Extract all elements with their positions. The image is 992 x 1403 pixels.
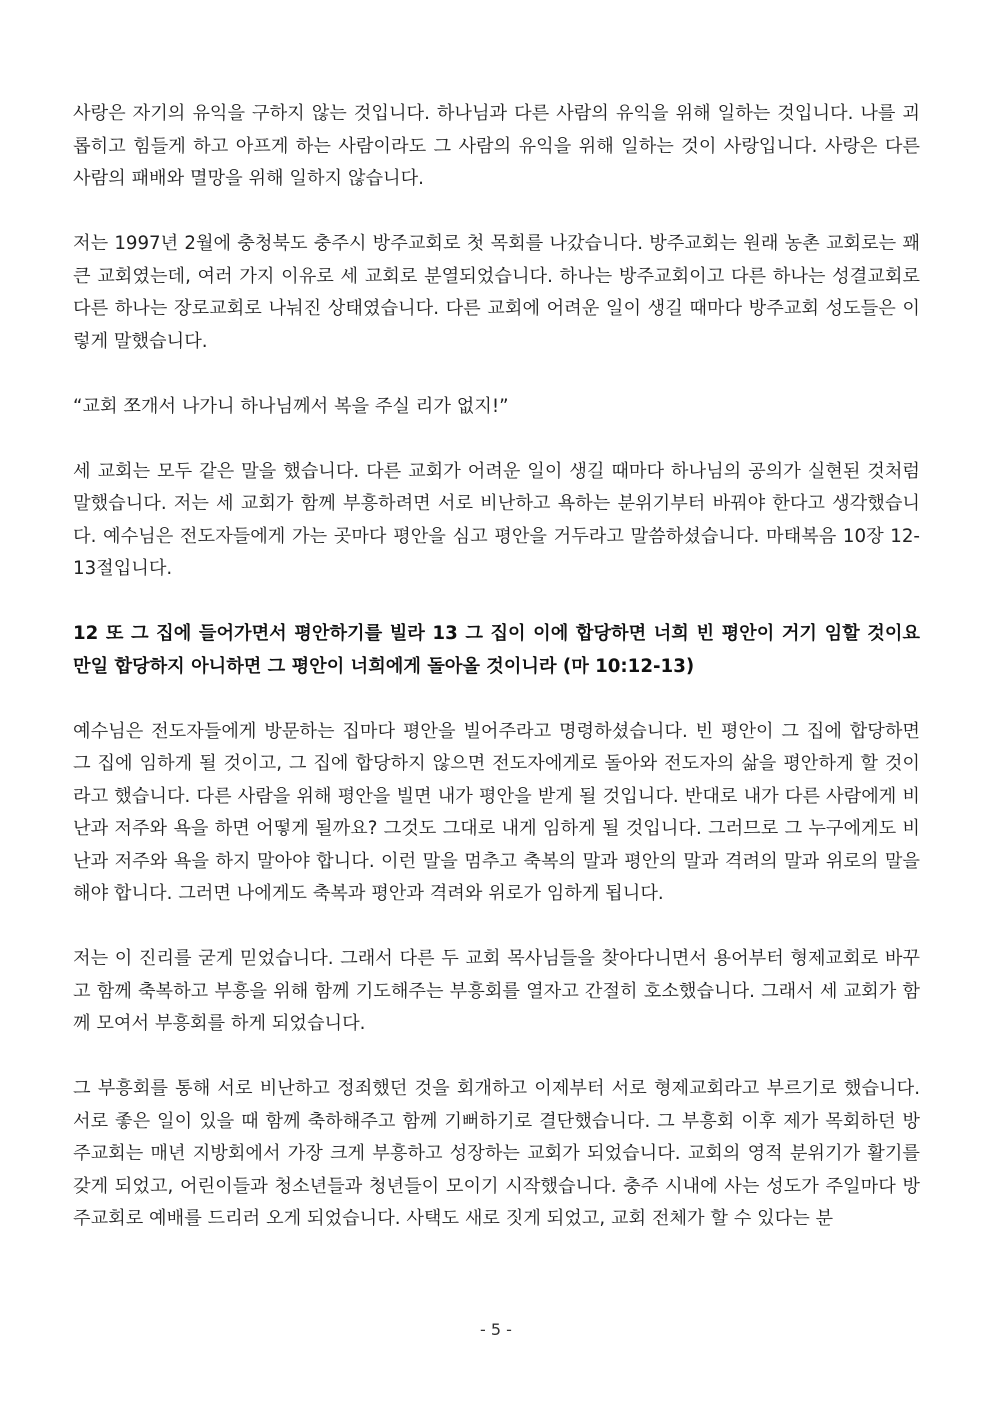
paragraph-growth: 그 부흥회를 통해 서로 비난하고 정죄했던 것을 회개하고 이제부터 서로 형제교회라고 부르기로 했습니다. 서로 좋은 일이 있을 때 함께 축하해주고 함께 기뻐하기로 결단했습니다. 그 부흥회 이후 제가 목회하던 방주교회는 매년 지방회에서 가장 크게 부흥하고 성장하는 교회가 되었습니다. 교회의 영적 분위기가 활기를 갖게 되었고, 어린이들과 청소년들과 청년들이 모이기 시작했습니다. 충주 시내에 사는 성도가 주일마다 방주교회로 예배를 드리러 오게 되었습니다. 사택도 새로 짓게 되었고, 교회 전체가 할 수 있다는 분 [73,1078,920,1229]
paragraph-peace: 예수님은 전도자들에게 방문하는 집마다 평안을 빌어주라고 명령하셨습니다. 빈 평안이 그 집에 합당하면 그 집에 임하게 될 것이고, 그 집에 합당하지 않으면 전도자에게로 돌아와 전도자의 삶을 평안하게 할 것이라고 했습니다. 다른 사람을 위해 평안을 빌면 내가 평안을 받게 될 것입니다. 반대로 내가 다른 사람에게 비난과 저주와 욕을 하면 어떻게 될까요? 그것도 그대로 내게 임하게 될 것입니다. 그러므로 그 누구에게도 비난과 저주와 욕을 하지 말아야 합니다. 이런 말을 멈추고 축복의 말과 평안의 말과 격려의 말과 위로의 말을 해야 합니다. 그러면 나에게도 축복과 평안과 격려와 위로가 임하게 됩니다. [73,720,920,904]
paragraph-revival-meeting: 저는 이 진리를 굳게 믿었습니다. 그래서 다른 두 교회 목사님들을 찾아다니면서 용어부터 형제교회로 바꾸고 함께 축복하고 부흥을 위해 함께 기도해주는 부흥회를 열자고 간절히 호소했습니다. 그래서 세 교회가 함께 모여서 부흥회를 하게 되었습니다. [73,948,920,1034]
paragraph-love: 사랑은 자기의 유익을 구하지 않는 것입니다. 하나님과 다른 사람의 유익을 위해 일하는 것입니다. 나를 괴롭히고 힘들게 하고 아프게 하는 사람이라도 그 사람의 유익을 위해 일하는 것이 사랑입니다. 사랑은 다른 사람의 패배와 멸망을 위해 일하지 않습니다. [73,103,920,189]
paragraph-three-churches: 세 교회는 모두 같은 말을 했습니다. 다른 교회가 어려운 일이 생길 때마다 하나님의 공의가 실현된 것처럼 말했습니다. 저는 세 교회가 함께 부흥하려면 서로 비난하고 욕하는 분위기부터 바꿔야 한다고 생각했습니다. 예수님은 전도자들에게 가는 곳마다 평안을 심고 평안을 거두라고 말씀하셨습니다. 마태복음 10장 12-13절입니다. [73,460,920,579]
scripture-quote: 12 또 그 집에 들어가면서 평안하기를 빌라 13 그 집이 이에 합당하면 너희 빈 평안이 거기 임할 것이요 만일 합당하지 아니하면 그 평안이 너희에게 돌아올 것이니라 (마 10:12-13) [73,623,920,677]
paragraph-first-ministry: 저는 1997년 2월에 충청북도 충주시 방주교회로 첫 목회를 나갔습니다. 방주교회는 원래 농촌 교회로는 꽤 큰 교회였는데, 여러 가지 이유로 세 교회로 분열되었습니다. 하나는 방주교회이고 다른 하나는 성결교회로 다른 하나는 장로교회로 나눠진 상태였습니다. 다른 교회에 어려운 일이 생길 때마다 방주교회 성도들은 이렇게 말했습니다. [73,233,920,352]
page-number: - 5 - [480,1320,512,1339]
document-body [73,98,920,1236]
paragraph-quote: “교회 쪼개서 나가니 하나님께서 복을 주실 리가 없지!” [73,395,509,417]
